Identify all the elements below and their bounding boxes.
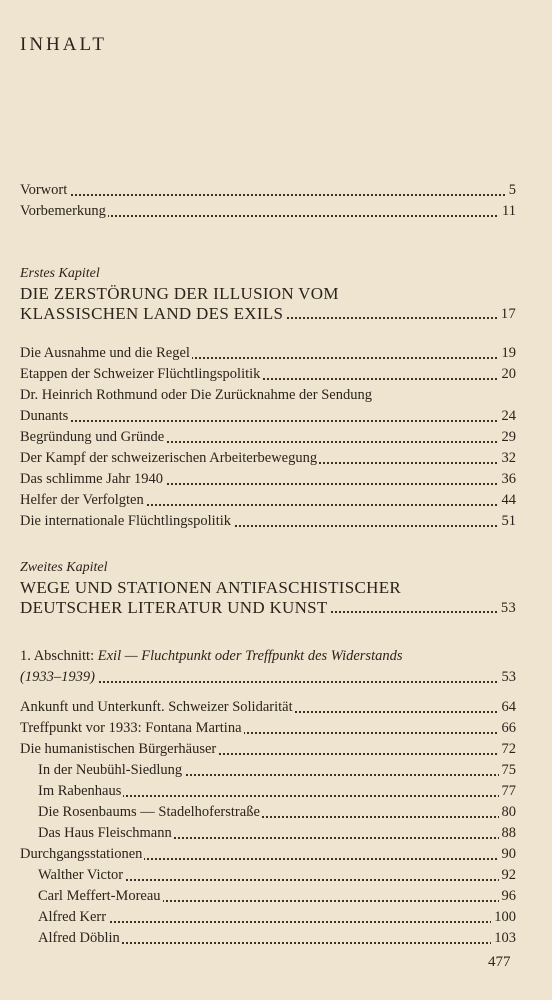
dot-leader <box>38 921 516 923</box>
toc-entry: Vorwort 5 <box>20 180 516 201</box>
toc-entry: Alfred Döblin 103 <box>20 928 516 949</box>
toc-entry: Das schlimme Jahr 1940 36 <box>20 469 516 490</box>
page-heading: INHALT <box>20 34 107 55</box>
toc-entry: Ankunft und Unterkunft. Schweizer Solidarität 64 <box>20 697 516 718</box>
section-1 <box>20 646 516 688</box>
toc-entry: Carl Meffert-Moreau 96 <box>20 886 516 907</box>
section-title-line <box>20 646 516 667</box>
dot-leader <box>20 420 516 422</box>
chapter-1-header <box>20 264 516 324</box>
page-number: 477 <box>488 954 511 970</box>
toc-entry: In der Neubühl-Siedlung 75 <box>20 760 516 781</box>
dot-leader <box>20 194 516 196</box>
chapter-2-entries <box>20 697 516 949</box>
toc-entry: Im Rabenhaus 77 <box>20 781 516 802</box>
chapter-title: WEGE UND STATIONEN ANTIFASCHISTISCHER <box>20 578 402 597</box>
section-entry: (1933–1939) 53 <box>20 667 516 688</box>
chapter-1-entries <box>20 343 516 532</box>
toc-entry: Walther Victor 92 <box>20 865 516 886</box>
toc-entry: Helfer der Verfolgten 44 <box>20 490 516 511</box>
toc-entry: Die Ausnahme und die Regel 19 <box>20 343 516 364</box>
chapter-2-header <box>20 558 516 618</box>
toc-entry: Die internationale Flüchtlingspolitik 51 <box>20 511 516 532</box>
toc-entry: Begründung und Gründe 29 <box>20 427 516 448</box>
toc-entry: Alfred Kerr 100 <box>20 907 516 928</box>
toc-entry-line: Dr. Heinrich Rothmund oder Die Zurücknahme der Sendung <box>20 387 372 403</box>
chapter-title: DIE ZERSTÖRUNG DER ILLUSION VOM <box>20 284 339 303</box>
toc-entry: Der Kampf der schweizerischen Arbeiterbewegung 32 <box>20 448 516 469</box>
chapter-label: Zweites Kapitel <box>20 560 108 575</box>
chapter-title-entry: KLASSISCHEN LAND DES EXILS 17 <box>20 304 516 323</box>
section-title: Exil — Fluchtpunkt oder Treffpunkt des Widerstands <box>97 648 403 664</box>
toc-entry: Etappen der Schweizer Flüchtlingspolitik 20 <box>20 364 516 385</box>
toc-entry: Durchgangsstationen 90 <box>20 844 516 865</box>
toc-entry: Das Haus Fleischmann 88 <box>20 823 516 844</box>
toc-entry: Die humanistischen Bürgerhäuser 72 <box>20 739 516 760</box>
front-matter-list <box>20 180 516 222</box>
toc-entry: Die Rosenbaums — Stadelhoferstraße 80 <box>20 802 516 823</box>
chapter-label: Erstes Kapitel <box>20 266 100 281</box>
section-prefix: 1. Abschnitt: <box>20 648 95 664</box>
chapter-title-entry: DEUTSCHER LITERATUR UND KUNST 53 <box>20 598 516 617</box>
toc-entry: Treffpunkt vor 1933: Fontana Martina 66 <box>20 718 516 739</box>
toc-entry: Vorbemerkung 11 <box>20 201 516 222</box>
toc-entry: Dunants 24 <box>20 406 516 427</box>
